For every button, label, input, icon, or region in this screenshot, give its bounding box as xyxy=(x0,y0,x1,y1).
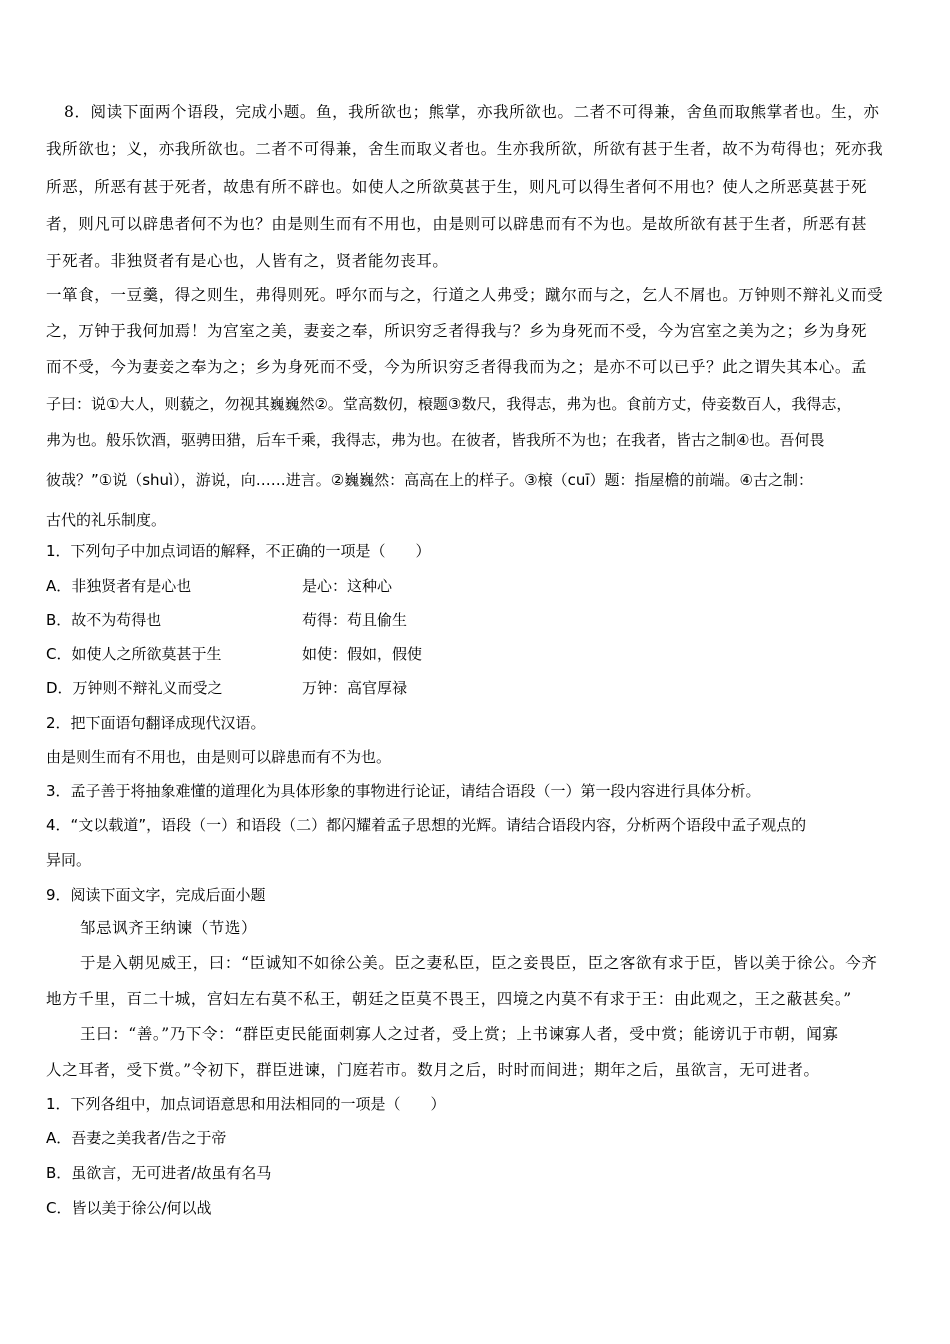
option-b: B．故不为苟得也 xyxy=(46,611,162,629)
question-8-3: 3．孟子善于将抽象难懂的道理化为具体形象的事物进行论证，请结合语段（一）第一段内容进行具体分析。 xyxy=(46,782,761,800)
passage9-line: 地方千里，百二十城，宫妇左右莫不私王，朝廷之臣莫不畏王，四境之内莫不有求于王：由此观之，王之蔽甚矣。” xyxy=(46,990,852,1008)
option-a-gloss: 是心：这种心 xyxy=(302,577,393,595)
passage8-line: 于死者。非独贤者有是心也，人皆有之，贤者能勿丧耳。 xyxy=(46,252,449,270)
question-8-4: 4．“文以载道”，语段（一）和语段（二）都闪耀着孟子思想的光辉。请结合语段内容，分析两个语段中孟子观点的 xyxy=(46,816,807,834)
passage8-line: 者，则凡可以辟患者何不为也？由是则生而有不用也，由是则可以辟患而有不为也。是故所欲有甚于生者，所恶有甚 xyxy=(46,215,868,233)
passage9-title: 邹忌讽齐王纳谏（节选） xyxy=(80,919,258,937)
passage9-line: 人之耳者，受下赏。”令初下，群臣进谏，门庭若市。数月之后，时时而间进；期年之后，虽欲言，无可进者。 xyxy=(46,1061,820,1079)
option-a: A．非独贤者有是心也 xyxy=(46,577,192,595)
option-c-gloss: 如使：假如，假使 xyxy=(302,645,423,663)
passage8-line: 我所欲也；义，亦我所欲也。二者不可得兼，舍生而取义者也。生亦我所欲，所欲有甚于生者，故不为苟得也；死亦我 xyxy=(46,140,884,158)
passage8-line: 子曰：说①大人，则藐之，勿视其巍巍然②。堂高数仞，榱题③数尺，我得志，弗为也。食前方丈，侍妾数百人，我得志， xyxy=(46,395,852,413)
passage9-line: 于是入朝见威王，曰：“臣诚知不如徐公美。臣之妻私臣，臣之妾畏臣，臣之客欲有求于臣，皆以美于徐公。今齐 xyxy=(80,954,878,972)
question-8-2: 2．把下面语句翻译成现代汉语。 xyxy=(46,714,266,732)
question-8-4-cont: 异同。 xyxy=(46,851,92,869)
option-a: A．吾妻之美我者/告之于帝 xyxy=(46,1129,227,1147)
option-c: C．如使人之所欲莫甚于生 xyxy=(46,645,222,663)
passage8-line: 所恶，所恶有甚于死者，故患有所不辟也。如使人之所欲莫甚于生，则凡可以得生者何不用也？使人之所恶莫甚于死 xyxy=(46,178,868,196)
passage8-line: 一箪食，一豆羹，得之则生，弗得则死。呼尔而与之，行道之人弗受；蹴尔而与之，乞人不屑也。万钟则不辩礼义而受 xyxy=(46,286,884,304)
question-9-1: 1．下列各组中，加点词语意思和用法相同的一项是（ ） xyxy=(46,1095,446,1113)
option-d: D．万钟则不辩礼义而受之 xyxy=(46,679,223,697)
passage8-line: 弗为也。般乐饮酒，驱骋田猎，后车千乘，我得志，弗为也。在彼者，皆我所不为也；在我者，皆古之制④也。吾何畏 xyxy=(46,431,825,449)
question-8-1: 1．下列句子中加点词语的解释，不正确的一项是（ ） xyxy=(46,542,431,560)
question-8-2-sentence: 由是则生而有不用也，由是则可以辟患而有不为也。 xyxy=(46,748,392,766)
passage8-line: 古代的礼乐制度。 xyxy=(46,511,167,529)
question-9-intro: 9．阅读下面文字，完成后面小题 xyxy=(46,886,266,904)
option-c: C．皆以美于徐公/何以战 xyxy=(46,1199,212,1217)
option-b-gloss: 苟得：苟且偷生 xyxy=(302,611,408,629)
passage9-line: 王曰：“善。”乃下令：“群臣吏民能面刺寡人之过者，受上赏；上书谏寡人者，受中赏；能谤讥于市朝，闻寡 xyxy=(80,1025,839,1043)
passage8-line: 而不受，今为妻妾之奉为之；乡为身死而不受，今为所识穷乏者得我而为之；是亦不可以已乎？此之谓失其本心。孟 xyxy=(46,358,868,376)
option-b: B．虽欲言，无可进者/故虽有名马 xyxy=(46,1164,272,1182)
option-d-gloss: 万钟：高官厚禄 xyxy=(302,679,408,697)
passage8-line: 8．阅读下面两个语段，完成小题。鱼，我所欲也；熊掌，亦我所欲也。二者不可得兼，舍鱼而取熊掌者也。生，亦 xyxy=(64,103,880,121)
passage8-line: 之，万钟于我何加焉！为宫室之美，妻妾之奉，所识穷乏者得我与？乡为身死而不受，今为宫室之美为之；乡为身死 xyxy=(46,322,868,340)
passage8-line: 彼哉？”①说（shuì），游说，向……进言。②巍巍然：高高在上的样子。③榱（cuī）题：指屋檐的前端。④古之制： xyxy=(46,471,813,489)
